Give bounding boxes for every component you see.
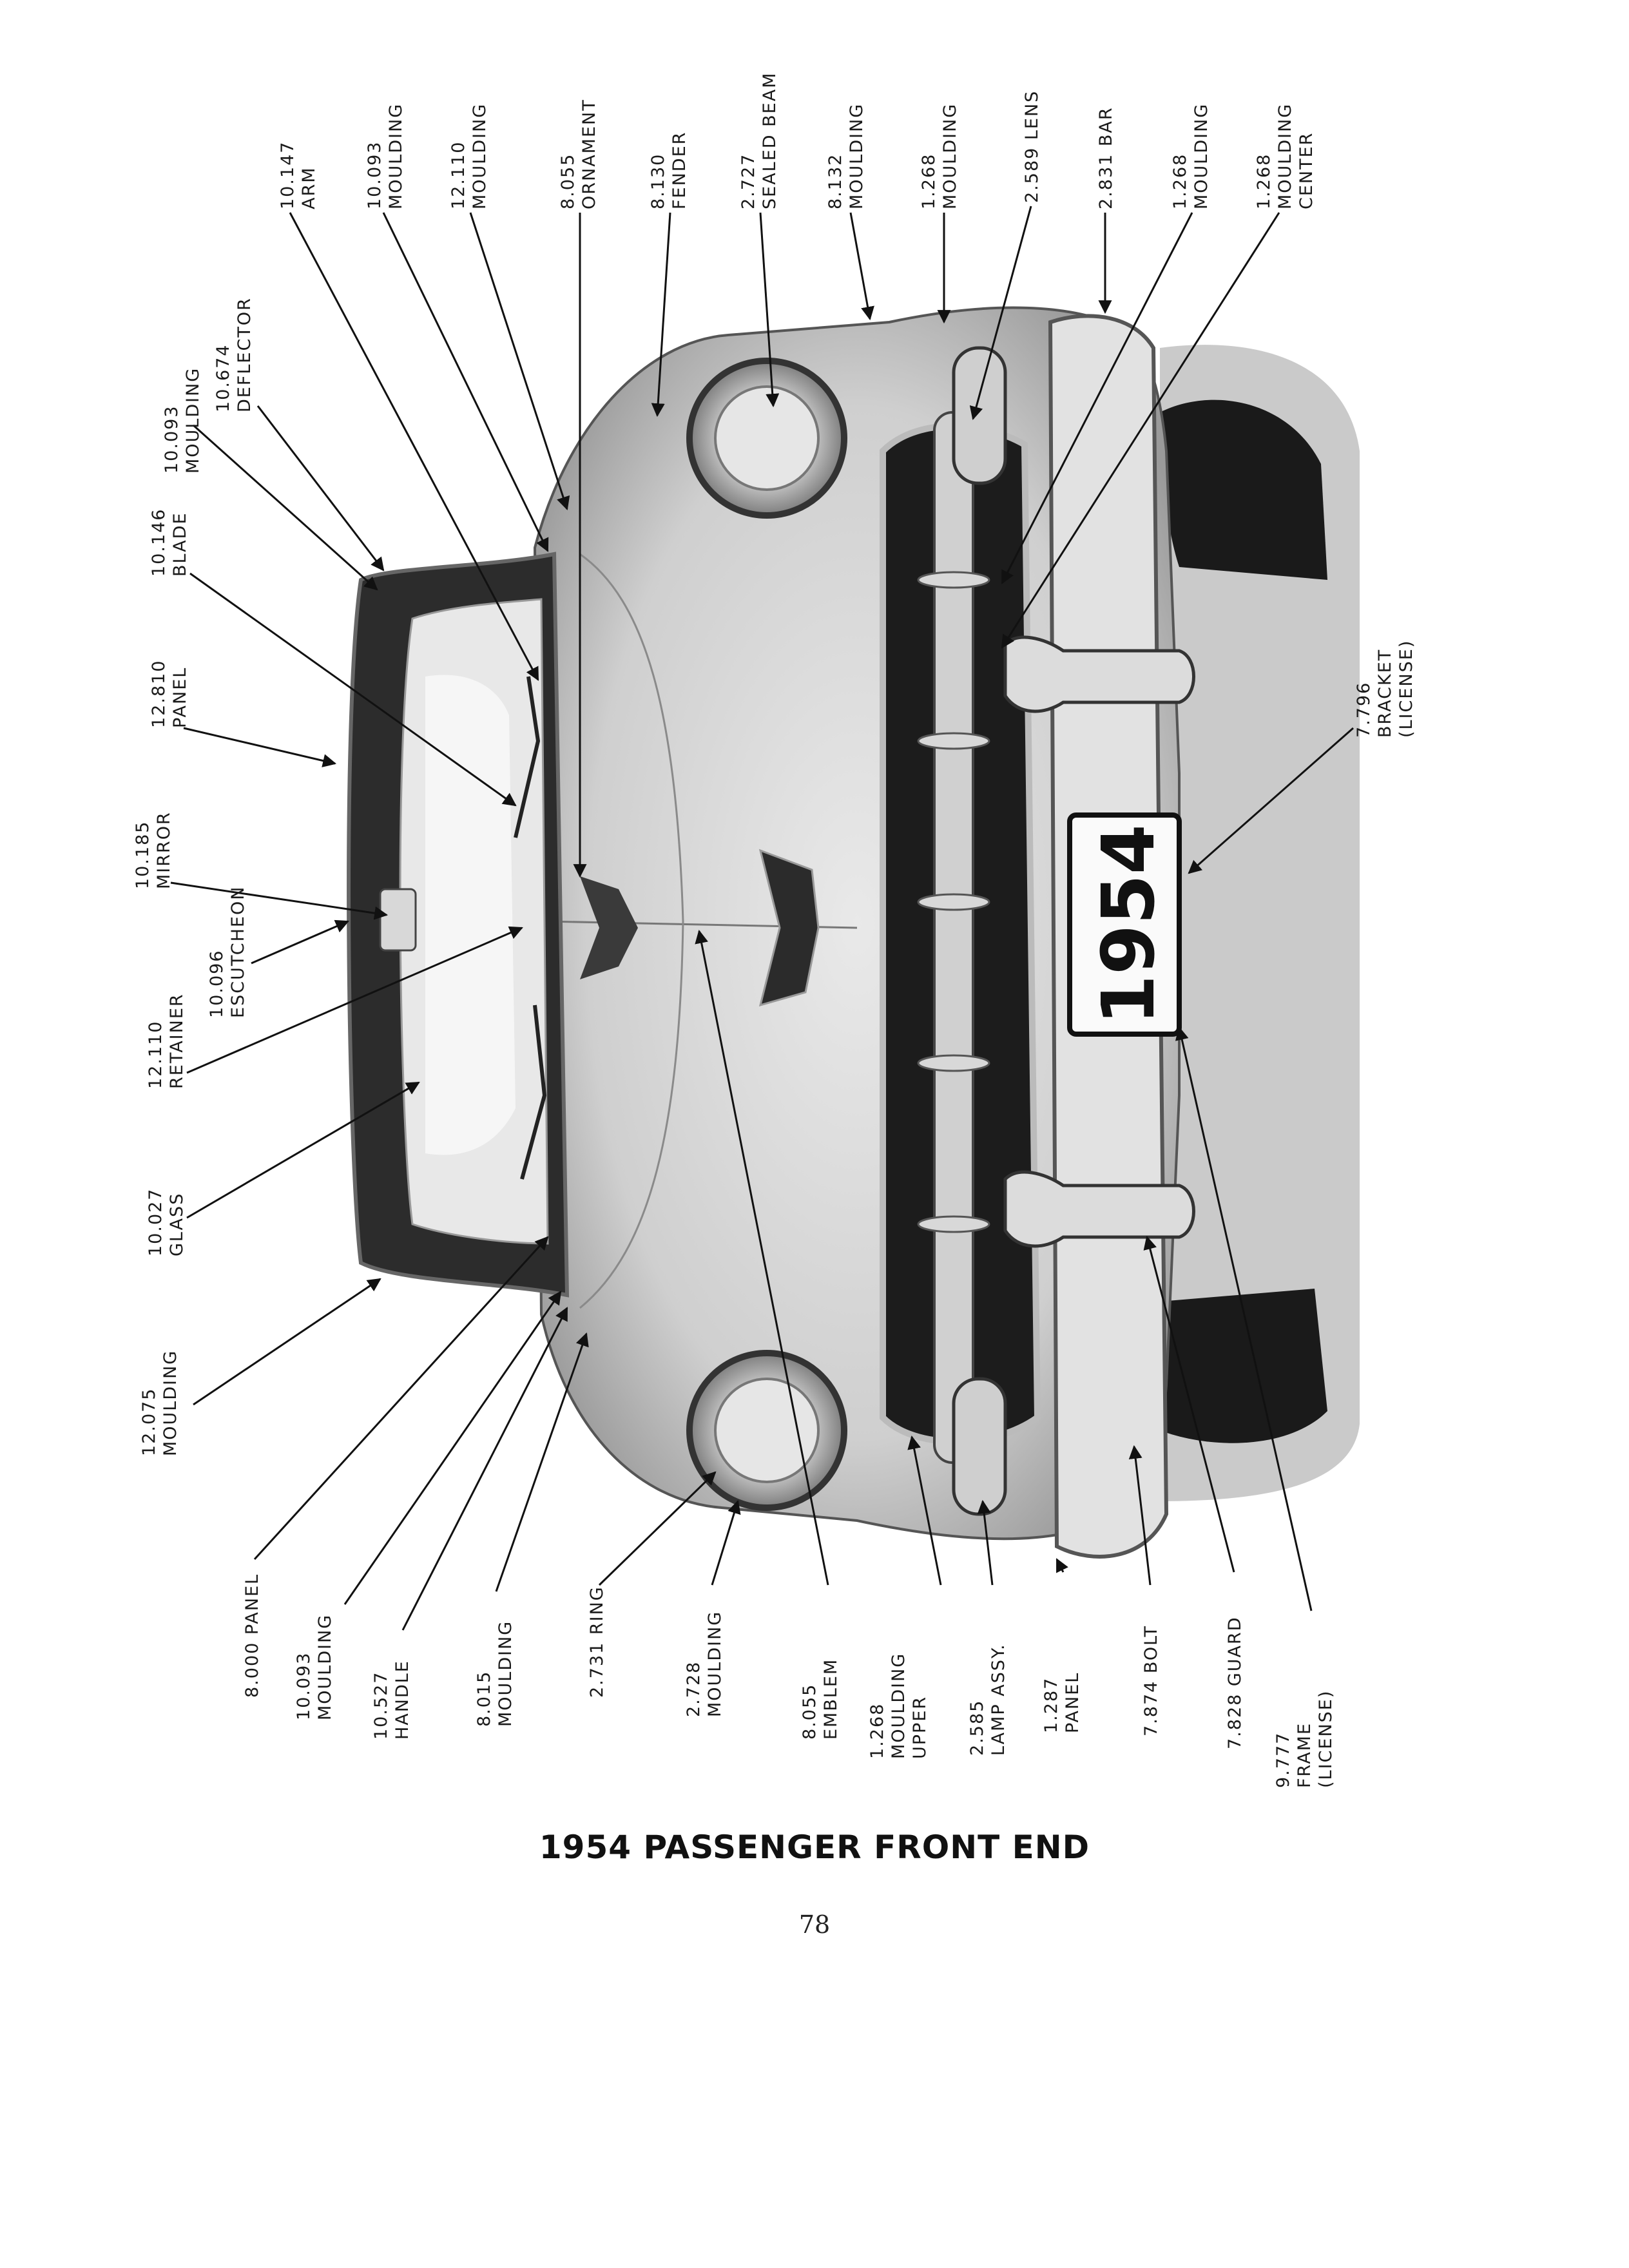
callout-10146: 10.146BLADE bbox=[149, 508, 190, 577]
callout-10027: 10.027GLASS bbox=[146, 1187, 187, 1256]
callout-7828: 7.828 GUARD bbox=[1225, 1616, 1245, 1749]
callout-1268-center: 1.268MOULDINGCENTER bbox=[1254, 102, 1316, 209]
callout-10093-left: 10.093MOULDING bbox=[162, 367, 203, 474]
grille-bar bbox=[934, 412, 973, 1463]
callout-1268-b: 1.268MOULDING bbox=[1170, 102, 1211, 209]
callout-12110-retainer: 12.110RETAINER bbox=[146, 993, 187, 1089]
callout-2727: 2.727SEALED BEAM bbox=[738, 72, 780, 209]
callout-2589: 2.589 LENS bbox=[1022, 90, 1042, 203]
callout-9777: 9.777FRAME(LICENSE) bbox=[1273, 1689, 1336, 1788]
callout-10093-top: 10.093MOULDING bbox=[365, 102, 406, 209]
callout-2831: 2.831 BAR bbox=[1096, 106, 1116, 209]
callout-8000: 8.000 PANEL bbox=[242, 1573, 262, 1698]
callout-1287: 1.287PANEL bbox=[1041, 1671, 1083, 1733]
callout-2585: 2.585LAMP ASSY. bbox=[967, 1643, 1008, 1756]
figure-caption: 1954 PASSENGER FRONT END bbox=[539, 1829, 1090, 1866]
car-front-illustration bbox=[349, 308, 1360, 1557]
rearview-mirror bbox=[380, 889, 416, 950]
callout-7874: 7.874 BOLT bbox=[1141, 1625, 1161, 1736]
callout-10527: 10.527HANDLE bbox=[371, 1660, 412, 1740]
callout-10147: 10.147ARM bbox=[278, 140, 319, 209]
callout-10096: 10.096ESCUTCHEON bbox=[207, 885, 248, 1018]
callout-12075: 12.075MOULDING bbox=[139, 1349, 180, 1456]
callout-7796: 7.796BRACKET(LICENSE) bbox=[1354, 639, 1416, 738]
callout-1268-upper: 1.268MOULDINGUPPER bbox=[867, 1652, 930, 1759]
callout-8015: 8.015MOULDING bbox=[474, 1620, 516, 1727]
callout-8055-emblem: 8.055EMBLEM bbox=[800, 1658, 841, 1740]
callout-2731: 2.731 RING bbox=[587, 1586, 607, 1698]
callout-8132: 8.132MOULDING bbox=[825, 102, 867, 209]
callout-2728: 2.728MOULDING bbox=[684, 1610, 725, 1717]
callout-8130: 8.130FENDER bbox=[648, 131, 689, 209]
callout-8055-ornament: 8.055ORNAMENT bbox=[558, 99, 599, 209]
license-plate-text: 1954 bbox=[1087, 824, 1171, 1025]
callout-10185: 10.185MIRROR bbox=[133, 811, 174, 889]
callout-1268-a: 1.268MOULDING bbox=[919, 102, 960, 209]
callout-12810: 12.810PANEL bbox=[149, 659, 190, 728]
page-number: 78 bbox=[798, 1910, 831, 1939]
callout-10674: 10.674DEFLECTOR bbox=[213, 297, 255, 412]
callout-10093-bottom: 10.093MOULDING bbox=[294, 1613, 335, 1720]
callout-12110-moulding: 12.110MOULDING bbox=[448, 102, 490, 209]
